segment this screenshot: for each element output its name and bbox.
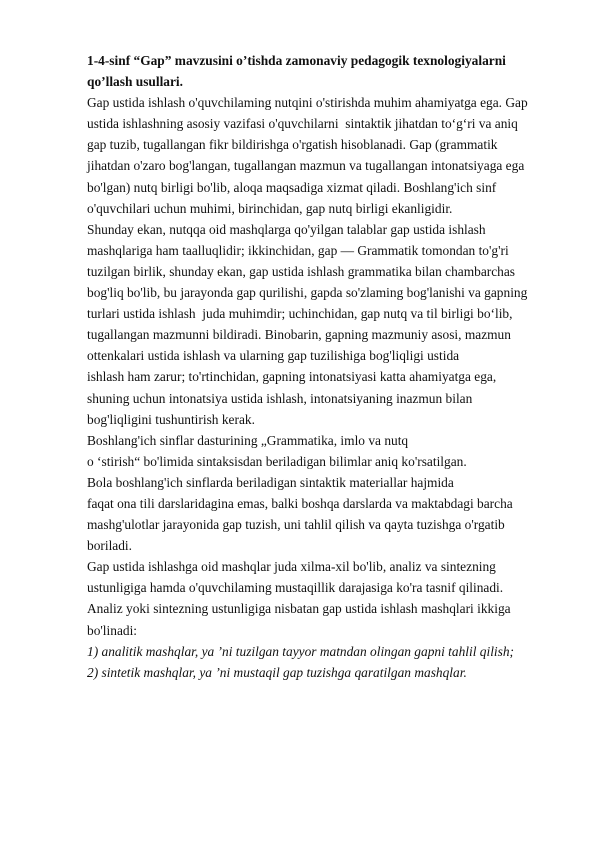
- body-line: Boshlang'ich sinflar dasturining „Grammatika, imlo va nutq: [87, 432, 409, 448]
- body-line: Shunday ekan, nutqqa oid mashqlarga qo'yilgan talablar gap ustida ishlash: [87, 221, 486, 237]
- body-line: bo'lgan) nutq birligi bo'lib, aloqa maqsadiga xizmat qiladi. Boshlang'ich sinf: [87, 179, 497, 195]
- document-page: [87, 50, 557, 683]
- body-line: turlari ustida ishlash juda muhimdir; uchinchidan, gap nutq va til birligi bo‘lib,: [87, 306, 513, 322]
- body-line: Gap ustida ishlash o'quvchilaming nutqini o'stirishda muhim ahamiyatga ega. Gap: [87, 95, 528, 111]
- title-line-2: qo’llash usullari.: [87, 74, 183, 90]
- body-line: shuning uchun intonatsiya ustida ishlash, intonatsiyaning inazmun bilan: [87, 390, 473, 406]
- list-item-analytic-exercises: 1) analitik mashqlar, ya ’ni tuzilgan tayyor matndan olingan gapni tahlil qilish;: [87, 643, 515, 659]
- body-line: tugallangan mazmunni bildiradi. Binobarin, gapning mazmuniy asosi, mazmun: [87, 327, 511, 343]
- title-line-1: 1-4-sinf “Gap” mavzusini o’tishda zamonaviy pedagogik texnologiyalarni: [87, 53, 506, 68]
- body-line: faqat ona tili darslaridagina emas, balki boshqa darslarda va maktabdagi barcha: [87, 495, 513, 511]
- body-line: gap tuzib, tugallangan fikr bildirishga o'rgatish hisoblanadi. Gap (grammatik: [87, 137, 498, 153]
- body-line: bog'liq bo'lib, bu jarayonda gap qurilishi, gapda so'zlaming bog'lanishi va gapning: [87, 285, 528, 301]
- body-line: bog'liqligini tushuntirish kerak.: [87, 411, 255, 427]
- body-line: ottenkalari ustida ishlash va ularning gap tuzilishiga bog'liqligi ustida: [87, 348, 460, 364]
- body-line: mashqlariga ham taalluqlidir; ikkinchidan, gap — Grammatik tomondan to'g'ri: [87, 242, 509, 258]
- body-line: ustida ishlashning asosiy vazifasi o'quvchilarni sintaktik jihatdan to‘g‘ri va aniq: [87, 116, 518, 132]
- document-body: [87, 92, 557, 683]
- body-line: ustunligiga hamda o'quvchilaming mustaqillik darajasiga ko'ra tasnif qilinadi.: [87, 580, 504, 596]
- body-line: Gap ustida ishlashga oid mashqlar juda xilma-xil bo'lib, analiz va sintezning: [87, 559, 496, 575]
- body-line: Analiz yoki sintezning ustunligiga nisbatan gap ustida ishlash mashqlari ikkiga: [87, 601, 511, 617]
- body-line: jihatdan o'zaro bog'langan, tugallangan mazmun va tugallangan intonatsiyaga ega: [87, 158, 525, 174]
- body-line: o'quvchilari uchun muhimi, birinchidan, gap nutq birligi ekanligidir.: [87, 200, 453, 216]
- list-item-synthetic-exercises: 2) sintetik mashqlar, ya ’ni mustaqil gap tuzishga qaratilgan mashqlar.: [87, 664, 467, 680]
- body-line: o ‘stirish“ bo'limida sintaksisdan beriladigan bilimlar aniq ko'rsatilgan.: [87, 453, 467, 469]
- body-line: boriladi.: [87, 538, 132, 554]
- body-line: bo'linadi:: [87, 622, 138, 638]
- body-line: Bola boshlang'ich sinflarda beriladigan sintaktik materiallar hajmida: [87, 474, 454, 490]
- document-title: [87, 50, 557, 92]
- body-line: tuzilgan birlik, shunday ekan, gap ustida ishlash grammatika bilan chambarchas: [87, 263, 516, 279]
- body-line: mashg'ulotlar jarayonida gap tuzish, uni tahlil qilish va qayta tuzishga o'rgatib: [87, 517, 505, 533]
- body-line: ishlash ham zarur; to'rtinchidan, gapning intonatsiyasi katta ahamiyatga ega,: [87, 369, 497, 385]
